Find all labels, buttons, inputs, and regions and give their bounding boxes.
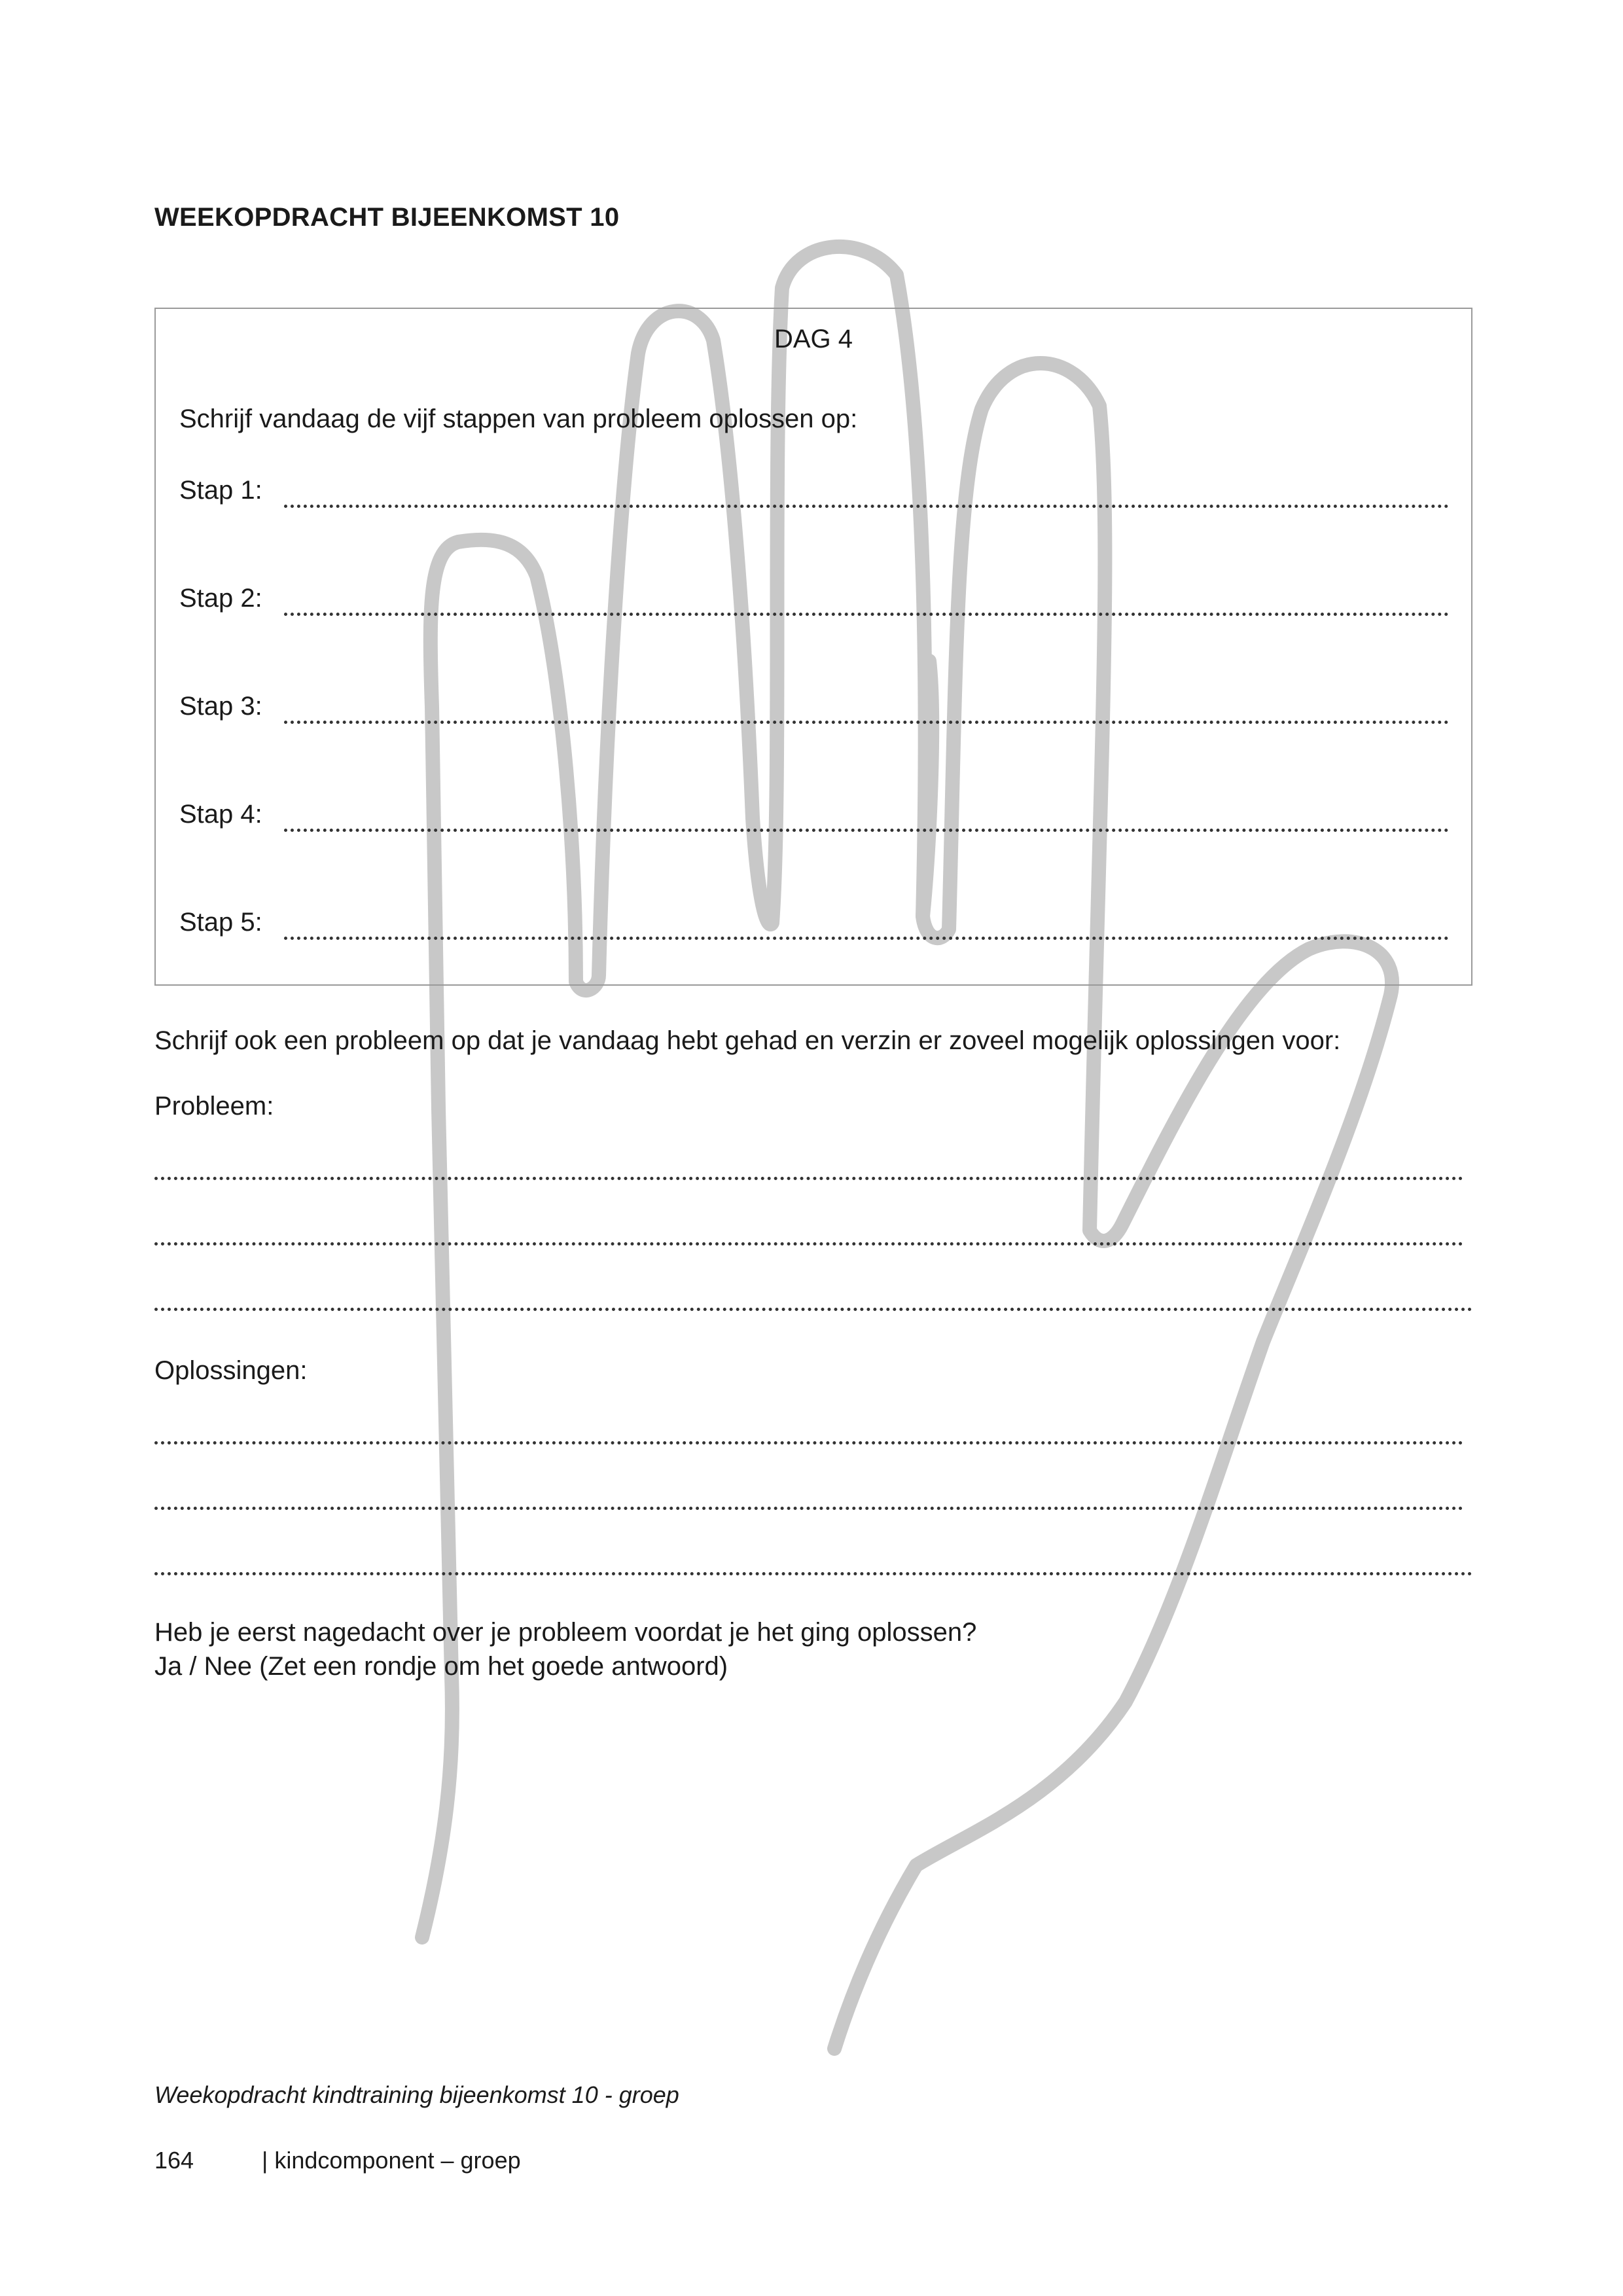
step-label: Stap 4:	[179, 800, 262, 829]
step-answer-line[interactable]	[284, 613, 1449, 616]
step-row	[179, 692, 1449, 731]
reflection-question: Heb je eerst nagedacht over je probleem voordat je het ging oplossen?	[154, 1618, 977, 1647]
steps-instruction: Schrijf vandaag de vijf stappen van probleem oplossen op:	[179, 404, 858, 433]
solutions-label: Oplossingen:	[154, 1356, 308, 1385]
solution-answer-line[interactable]	[154, 1572, 1472, 1575]
day-box	[154, 308, 1472, 986]
step-row	[179, 584, 1449, 623]
section-name: | kindcomponent – groep	[262, 2147, 521, 2174]
problem-answer-line[interactable]	[154, 1242, 1463, 1246]
day-label: DAG 4	[774, 325, 853, 353]
problem-prompt: Schrijf ook een probleem op dat je vandaag hebt gehad en verzin er zoveel mogelijk oplossingen voor:	[154, 1026, 1341, 1055]
step-label: Stap 5:	[179, 908, 262, 937]
step-label: Stap 3:	[179, 692, 262, 721]
problem-answer-line[interactable]	[154, 1308, 1472, 1311]
step-label: Stap 1:	[179, 476, 262, 505]
step-row	[179, 800, 1449, 839]
solution-answer-line[interactable]	[154, 1507, 1463, 1510]
step-answer-line[interactable]	[284, 829, 1449, 832]
problem-answer-line[interactable]	[154, 1177, 1463, 1180]
page-title: WEEKOPDRACHT BIJEENKOMST 10	[154, 203, 620, 232]
problem-label: Probleem:	[154, 1092, 274, 1121]
step-row	[179, 908, 1449, 947]
footer-caption: Weekopdracht kindtraining bijeenkomst 10 - groep	[154, 2081, 679, 2108]
step-answer-line[interactable]	[284, 937, 1449, 940]
page-number: 164	[154, 2147, 194, 2174]
step-row	[179, 476, 1449, 515]
step-answer-line[interactable]	[284, 505, 1449, 508]
step-label: Stap 2:	[179, 584, 262, 613]
yes-no-answer[interactable]: Ja / Nee (Zet een rondje om het goede antwoord)	[154, 1652, 728, 1681]
solution-answer-line[interactable]	[154, 1441, 1463, 1444]
step-answer-line[interactable]	[284, 721, 1449, 724]
